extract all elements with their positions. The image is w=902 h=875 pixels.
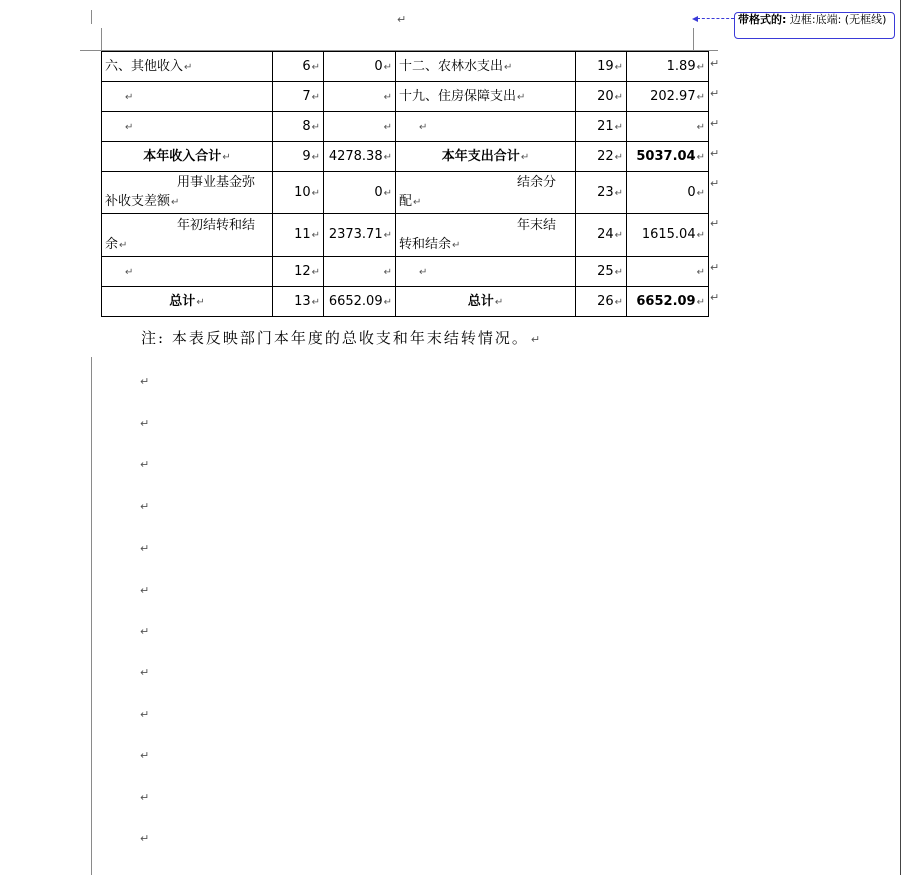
empty-paragraph-mark: ↵ <box>140 791 150 804</box>
right-label-cell[interactable]: 十九、住房保障支出↵ <box>396 82 576 112</box>
empty-paragraph-mark: ↵ <box>140 708 150 721</box>
right-label-cell[interactable]: ↵ <box>396 257 576 287</box>
left-label-cell[interactable]: 年初结转和结 余↵ <box>102 214 273 257</box>
left-value-cell[interactable]: 2373.71↵ <box>324 214 396 257</box>
crop-mark-left <box>91 10 92 24</box>
right-value-cell[interactable]: 0↵ <box>627 172 709 214</box>
left-label-cell[interactable]: 总计↵ <box>102 287 273 317</box>
left-no-cell[interactable]: 7↵ <box>273 82 324 112</box>
left-no-cell[interactable]: 8↵ <box>273 112 324 142</box>
table-row <box>102 82 709 112</box>
row-end-mark: ↵ <box>710 261 720 274</box>
table-row <box>102 52 709 82</box>
right-no-cell[interactable]: 25↵ <box>576 257 627 287</box>
left-no-cell[interactable]: 12↵ <box>273 257 324 287</box>
right-no-cell[interactable]: 24↵ <box>576 214 627 257</box>
left-label-cell[interactable]: ↵ <box>102 82 273 112</box>
left-label-cell[interactable]: ↵ <box>102 257 273 287</box>
right-no-cell[interactable]: 19↵ <box>576 52 627 82</box>
right-value-cell[interactable]: 5037.04↵ <box>627 142 709 172</box>
right-value-cell[interactable]: 202.97↵ <box>627 82 709 112</box>
row-end-mark: ↵ <box>710 217 720 230</box>
empty-paragraph-mark: ↵ <box>140 458 150 471</box>
empty-paragraph-mark: ↵ <box>140 500 150 513</box>
right-value-cell[interactable]: 1615.04↵ <box>627 214 709 257</box>
right-no-cell[interactable]: 22↵ <box>576 142 627 172</box>
left-value-cell[interactable]: 0↵ <box>324 172 396 214</box>
empty-paragraph-mark: ↵ <box>140 749 150 762</box>
left-value-cell[interactable]: ↵ <box>324 82 396 112</box>
paragraph-mark-header: ↵ <box>397 13 407 26</box>
empty-paragraph-mark: ↵ <box>140 417 150 430</box>
left-no-cell[interactable]: 9↵ <box>273 142 324 172</box>
right-no-cell[interactable]: 20↵ <box>576 82 627 112</box>
income-expense-table <box>101 51 709 317</box>
empty-paragraph-mark: ↵ <box>140 542 150 555</box>
right-label-cell[interactable]: 结余分 配↵ <box>396 172 576 214</box>
empty-paragraph-mark: ↵ <box>140 666 150 679</box>
left-margin-line <box>91 357 92 875</box>
table-row <box>102 172 709 214</box>
table-note[interactable]: 注: 本表反映部门本年度的总收支和年末结转情况。 ↵ <box>141 329 543 347</box>
page-right-edge <box>900 0 901 875</box>
left-no-cell[interactable]: 11↵ <box>273 214 324 257</box>
right-value-cell[interactable]: 6652.09↵ <box>627 287 709 317</box>
left-value-cell[interactable]: 0↵ <box>324 52 396 82</box>
row-end-mark: ↵ <box>710 291 720 304</box>
right-value-cell[interactable]: ↵ <box>627 112 709 142</box>
table-row <box>102 112 709 142</box>
left-no-cell[interactable]: 13↵ <box>273 287 324 317</box>
table-row-subtotal <box>102 142 709 172</box>
format-comment-balloon[interactable] <box>734 12 895 39</box>
right-no-cell[interactable]: 21↵ <box>576 112 627 142</box>
table-row <box>102 257 709 287</box>
row-end-mark: ↵ <box>710 147 720 160</box>
empty-paragraph-mark: ↵ <box>140 584 150 597</box>
left-label-cell[interactable]: 用事业基金弥 补收支差额↵ <box>102 172 273 214</box>
right-no-cell[interactable]: 23↵ <box>576 172 627 214</box>
right-no-cell[interactable]: 26↵ <box>576 287 627 317</box>
right-label-cell[interactable]: 年末结 转和结余↵ <box>396 214 576 257</box>
row-end-mark: ↵ <box>710 177 720 190</box>
left-value-cell[interactable]: 4278.38↵ <box>324 142 396 172</box>
left-label-cell[interactable]: ↵ <box>102 112 273 142</box>
left-no-cell[interactable]: 6↵ <box>273 52 324 82</box>
left-value-cell[interactable]: 6652.09↵ <box>324 287 396 317</box>
left-value-cell[interactable]: ↵ <box>324 112 396 142</box>
left-value-cell[interactable]: ↵ <box>324 257 396 287</box>
crop-mark-left-lower <box>101 28 102 50</box>
comment-label: 带格式的: <box>738 13 787 26</box>
right-label-cell[interactable]: 十二、农林水支出↵ <box>396 52 576 82</box>
right-label-cell[interactable]: 总计↵ <box>396 287 576 317</box>
empty-paragraph-mark: ↵ <box>140 375 150 388</box>
left-no-cell[interactable]: 10↵ <box>273 172 324 214</box>
table-row <box>102 214 709 257</box>
comment-leader-line <box>697 18 734 19</box>
right-label-cell[interactable]: 本年支出合计↵ <box>396 142 576 172</box>
right-value-cell[interactable]: ↵ <box>627 257 709 287</box>
left-label-cell[interactable]: 六、其他收入↵ <box>102 52 273 82</box>
empty-paragraph-mark: ↵ <box>140 832 150 845</box>
row-end-mark: ↵ <box>710 117 720 130</box>
row-end-mark: ↵ <box>710 57 720 70</box>
comment-text: 边框:底端: (无框线) <box>786 13 887 26</box>
right-label-cell[interactable]: ↵ <box>396 112 576 142</box>
right-value-cell[interactable]: 1.89↵ <box>627 52 709 82</box>
empty-paragraph-mark: ↵ <box>140 625 150 638</box>
table-row-total <box>102 287 709 317</box>
left-label-cell[interactable]: 本年收入合计↵ <box>102 142 273 172</box>
row-end-mark: ↵ <box>710 87 720 100</box>
comment-anchor-icon <box>692 16 698 22</box>
crop-mark-right <box>693 28 694 50</box>
